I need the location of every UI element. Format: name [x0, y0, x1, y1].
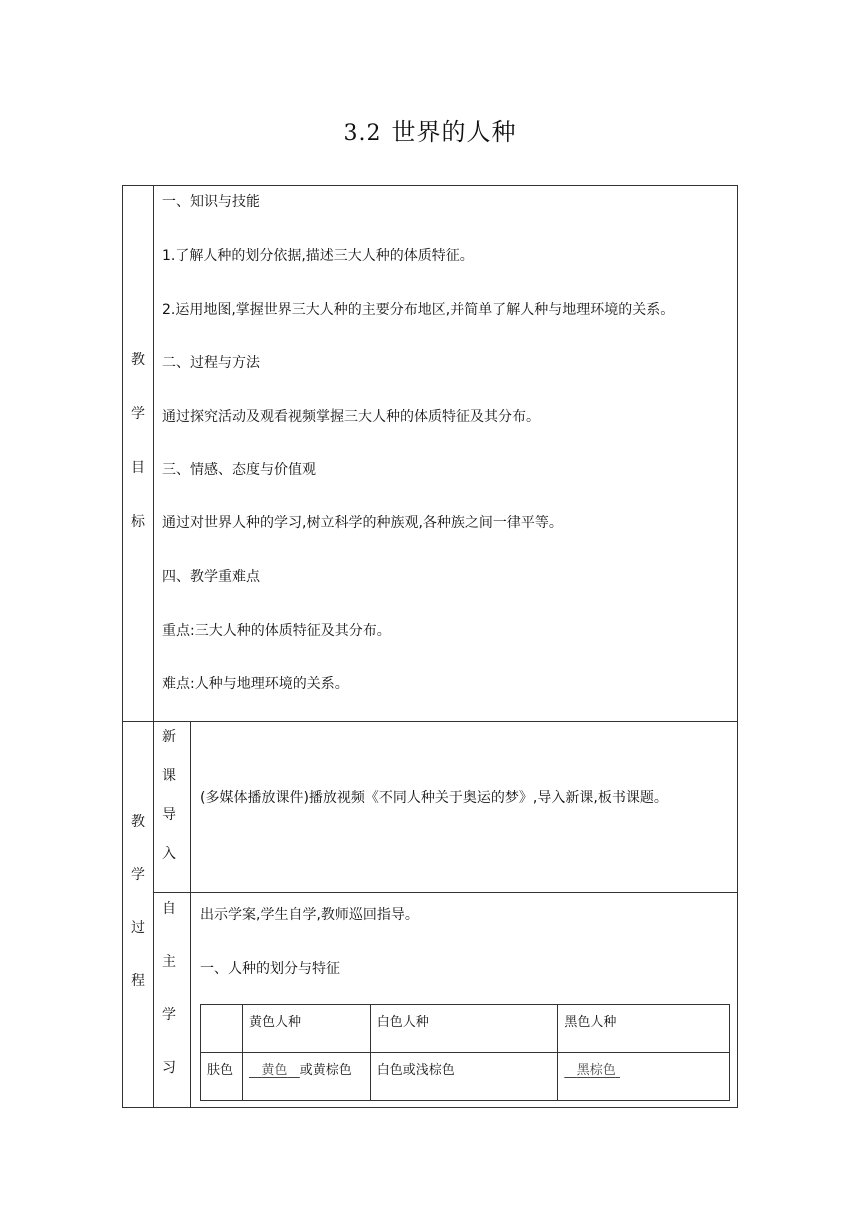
intro-label-char: 入 — [162, 846, 176, 862]
objective-heading: 二、过程与方法 — [162, 355, 260, 371]
self-study-instruction: 出示学案,学生自学,教师巡回指导。 — [200, 907, 419, 923]
objectives-label-char: 教 — [131, 352, 145, 368]
process-label-char: 程 — [131, 973, 145, 989]
difficult-point: 难点:人种与地理环境的关系。 — [162, 676, 349, 692]
objectives-label-char: 学 — [131, 406, 145, 422]
race-feature-table — [200, 1004, 730, 1101]
intro-label-char: 课 — [162, 768, 176, 784]
title-number: 3.2 — [343, 121, 382, 146]
page-title — [0, 112, 860, 147]
objectives-label-char: 目 — [131, 460, 145, 476]
table-header-cell — [201, 1005, 243, 1053]
objective-heading: 四、教学重难点 — [162, 569, 260, 585]
table-header-cell: 黑色人种 — [558, 1005, 730, 1053]
intro-label-char: 导 — [162, 807, 176, 823]
key-point: 重点:三大人种的体质特征及其分布。 — [162, 623, 391, 639]
white-skin-cell: 白色或浅棕色 — [370, 1053, 558, 1101]
objective-line: 1.了解人种的划分依据,描述三大人种的体质特征。 — [162, 248, 474, 264]
objective-line: 通过对世界人种的学习,树立科学的种族观,各种族之间一律平等。 — [162, 515, 563, 531]
black-fill-answer: 黑棕色 — [576, 1063, 616, 1078]
process-label-cell — [122, 721, 154, 1108]
intro-content-cell — [190, 721, 738, 893]
self-study-heading: 一、人种的划分与特征 — [200, 961, 340, 977]
self-study-label-char: 学 — [162, 1007, 176, 1023]
process-label-char: 过 — [131, 920, 145, 936]
self-study-label-char: 自 — [162, 901, 176, 917]
intro-text: (多媒体播放课件)播放视频《不同人种关于奥运的梦》,导入新课,板书课题。 — [200, 790, 668, 806]
row-label-skin-color: 肤色 — [201, 1053, 243, 1101]
objective-heading: 一、知识与技能 — [162, 194, 260, 210]
table-row — [201, 1053, 730, 1101]
yellow-skin-cell — [242, 1053, 370, 1101]
table-header-cell: 黄色人种 — [242, 1005, 370, 1053]
self-study-label-char: 习 — [162, 1060, 176, 1076]
objectives-content-cell — [153, 185, 738, 722]
objective-line: 通过探究活动及观看视频掌握三大人种的体质特征及其分布。 — [162, 409, 540, 425]
intro-label-char: 新 — [162, 729, 176, 745]
process-label-char: 教 — [131, 814, 145, 830]
yellow-fill-answer: 黄色 — [261, 1063, 288, 1078]
objectives-label-char: 标 — [131, 514, 145, 530]
table-header-row — [201, 1005, 730, 1053]
self-study-label-char: 主 — [162, 954, 176, 970]
objectives-label-cell — [122, 185, 154, 722]
process-label-char: 学 — [131, 867, 145, 883]
objective-line: 2.运用地图,掌握世界三大人种的主要分布地区,并简单了解人种与地理环境的关系。 — [162, 302, 675, 318]
table-header-cell: 白色人种 — [370, 1005, 558, 1053]
yellow-rest: 或黄棕色 — [299, 1063, 352, 1078]
black-skin-cell — [558, 1053, 730, 1101]
title-text: 世界的人种 — [391, 118, 517, 146]
objective-heading: 三、情感、态度与价值观 — [162, 462, 316, 478]
